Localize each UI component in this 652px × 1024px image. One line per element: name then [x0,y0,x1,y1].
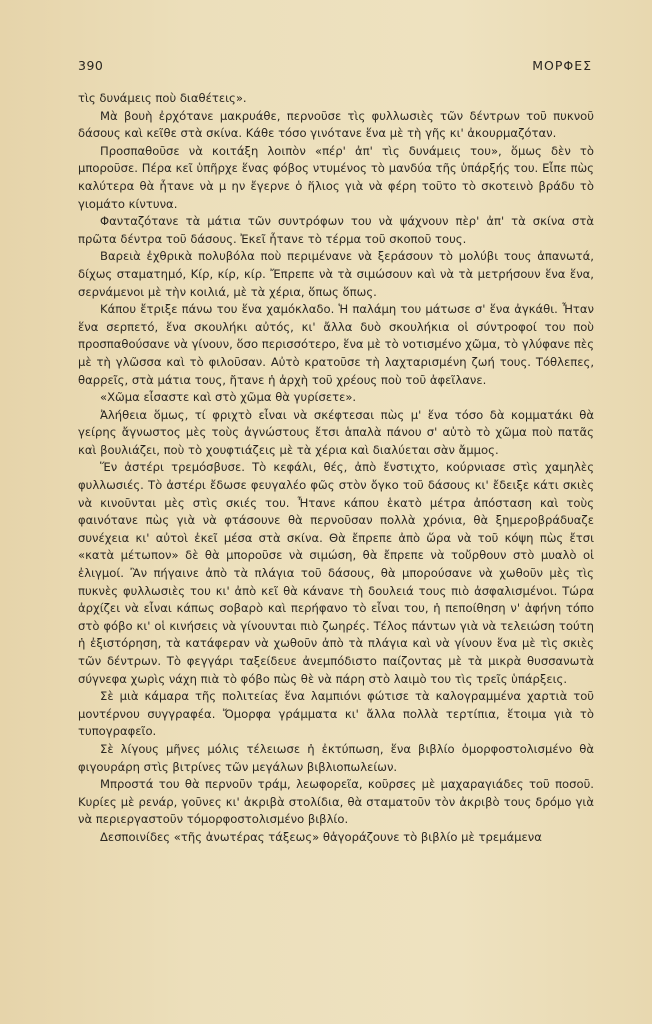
paragraph: Ἕν ἀστέρι τρεμόσβυσε. Τὸ κεφάλι, θές, ἀπὸ ἔνστιχτο, κούρνιασε στὶς χαμηλὲς φυλλωσιές. Τὸ ἀστέρι ἔδωσε φευγαλέο φῶς στὸν ὄγκο τοῦ δάσους κι' ἔδειξε κάτι σκιὲς νὰ κινοῦνται μὲς στὶς σκιές του. Ἦτανε κάπου ἑκατὸ μέτρα ἀπόσταση καὶ τοὺς φαινότανε πὼς γιὰ νὰ φτάσουνε θὰ περνοῦσαν πολλὰ χρόνια, θὰ ξημεροβράδυαζε συνέχεια κι' αὐτοὶ ἐκεῖ μέσα στὰ σκίνα. Θὰ ἔπρεπε ἀπὸ ὥρα νὰ τοῦ κόψη πὼς ἔτσι «κατὰ μέτωπον» δὲ θὰ μποροῦσε νὰ σιμώση, θὰ ἔπρεπε νὰ τοὔρθουν στὸ μυαλὸ οἱ ἐλιγμοί. Ἂν πήγαινε ἀπὸ τὰ πλάγια τοῦ δάσους, θὰ μπορούσανε νὰ χωθοῦν μὲς τὶς πυκνὲς φυλλωσιὲς του κι' ἀπὸ κεῖ θὰ κάνανε τὴ δουλειά τους πιὸ ἀσφαλισμένοι. Τώρα ἀρχίζει νὰ εἶναι κάπως σοβαρὸ καὶ περήφανο τὸ εἶναι του, ἡ πεποίθηση ν' ἀφήνη τόπο στὸ φόβο κι' οἱ κινήσεις νὰ γίνουνται πιὸ ζωηρές. Τέλος πάντων γιὰ νὰ τελειώση τούτη ἡ ἐξιστόρηση, τὰ κατάφεραν νὰ χωθοῦν ἀπὸ τὰ πλάγια καὶ νὰ γίνουν ἕνα μὲ τὶς σκιὲς τῶν δέντρων. Τὸ φεγγάρι ταξείδευε ἀνεμπόδιστο παίζοντας μὲ τὰ μικρὰ θυσσανωτὰ σύγνεφα χωρὶς νάχη πιὰ τὸ φόβο πὼς θὲ νὰ πάρη στὸ λαιμὸ του τὶς τρεῖς ὑπάρξεις. [78,460,594,686]
paragraph: τὶς δυνάμεις ποὺ διαθέτεις». [78,91,247,105]
paragraph: Σὲ λίγους μῆνες μόλις τέλειωσε ἡ ἐκτύπωση, ἕνα βιβλίο ὀμορφοστολισμένο θὰ φιγουράρη στὶς βιτρίνες τῶν μεγάλων βιβλιοπωλείων. [78,741,594,774]
paragraph: Προσπαθοῦσε νὰ κοιτάξη λοιπὸν «πέρ' ἀπ' τὶς δυνάμεις του», ὅμως δὲν τὸ μποροῦσε. Πέρα κεῖ ὑπῆρχε ἕνας φόβος ντυμένος τὸ μανδύα τῆς ὑπάρξής του. Εἶπε πὼς καλύτερα θὰ ἦτανε νὰ μ ην ἔγερνε ὁ ἥλιος γιὰ νὰ φέρη τοῦτο τὸ σκοτεινὸ βράδυ τὸ γιομάτο κίντυνα. [78,143,594,211]
paragraph: Μὰ βουὴ ἐρχότανε μακρυάθε, περνοῦσε τὶς φυλλωσιὲς τῶν δέντρων τοῦ πυκνοῦ δάσους καὶ κεῖθε στὰ σκίνα. Κάθε τόσο γινότανε ἕνα μὲ τὴ γῆς κι' ἀκουρμαζόταν. [78,108,594,141]
paragraph: Σὲ μιὰ κάμαρα τῆς πολιτείας ἕνα λαμπιόνι φώτισε τὰ καλογραμμένα χαρτιὰ τοῦ μοντέρνου συγγραφέα. Ὄμορφα γράμματα κι' ἄλλα πολλὰ τερτίπια, ἕτοιμα γιὰ τὸ τυπογραφεῖο. [78,689,594,739]
body-text [78,90,594,847]
paragraph: Δεσποινίδες «τῆς ἀνωτέρας τάξεως» θἀγοράζουνε τὸ βιβλίο μὲ τρεμάμενα [100,829,542,844]
paragraph: Φανταζότανε τὰ μάτια τῶν συντρόφων του νὰ ψάχνουν πὲρ' ἀπ' τὰ σκίνα στὰ πρῶτα δέντρα τοῦ δάσους. Ἐκεῖ ἦτανε τὸ τέρμα τοῦ σκοποῦ τους. [78,214,594,246]
running-title: ΜΟΡΦΕΣ [532,58,592,73]
paragraph: Μπροστά του θὰ περνοῦν τράμ, λεωφορεῖα, κοῦρσες μὲ μαχαραγιάδες τοῦ ποσοῦ. Κυρίες μὲ ρενάρ, γοῦνες κι' ἀκριβὰ στολίδια, θὰ σταματοῦν τὸν ἀκριβὸ τους δρόμο γιὰ νὰ περιεργαστοῦν τόμορφοστολισμένο βιβλίο. [78,777,594,827]
paragraph: Βαρειὰ ἐχθρικὰ πολυβόλα ποὺ περιμένανε νὰ ξεράσουν τὸ μολύβι τους ἀπανωτά, δίχως σταματημό, Κίρ, κίρ, κίρ. Ἔπρεπε νὰ τὰ σιμώσουν καὶ νὰ τὰ μετρήσουν ἕνα ἕνα, σερνάμενοι μὲ τὴν κοιλιά, μὲ τὰ χέρια, ὅπως ὅπως. [78,249,594,299]
page-number: 390 [78,58,104,73]
paragraph: Κάπου ἔτριξε πάνω του ἕνα χαμόκλαδο. Ἡ παλάμη του μάτωσε σ' ἕνα ἀγκάθι. Ἦταν ἕνα σερπετό, ἕνα σκουλήκι αὐτός, κι' ἄλλα δυὸ σκουλήκια οἱ σύντροφοί του ποὺ προσπαθούσανε νὰ γίνουν, ὅσο περισσότερο, ἕνα μὲ τὸ νοτισμένο χῶμα, τὸ γλύφανε πὲς μὲ τὴ γλῶσσα καὶ τὸ φιλοῦσαν. Αὐτὸ κρατοῦσε τὴ λαχταρισμένη ζωή τους. Τόθλεπες, θαρρεῖς, στὰ μάτια τους, ἤτανε ἡ ἀρχὴ τοῦ χρέους ποὺ τοῦ ἀφεῖλανε. [78,302,594,387]
paragraph: «Χῶμα εἶσαστε καὶ στὸ χῶμα θὰ γυρίσετε». [100,390,357,405]
paragraph: Ἀλήθεια ὅμως, τί φριχτὸ εἶναι νὰ σκέφτεσαι πὼς μ' ἕνα τόσο δὰ κομματάκι θὰ γείρης ἄγνωστος μὲς τοὺς ἀγνώστους ἔτσι ἁπαλὰ πάνου σ' αὐτὸ τὸ χῶμα ποὺ πατᾶς καὶ βουλιάζει, ποὺ τὸ χουφτιάζεις μὲ τὰ χέρια καὶ διαλύεται σὰν ἄμμος. [78,407,594,457]
